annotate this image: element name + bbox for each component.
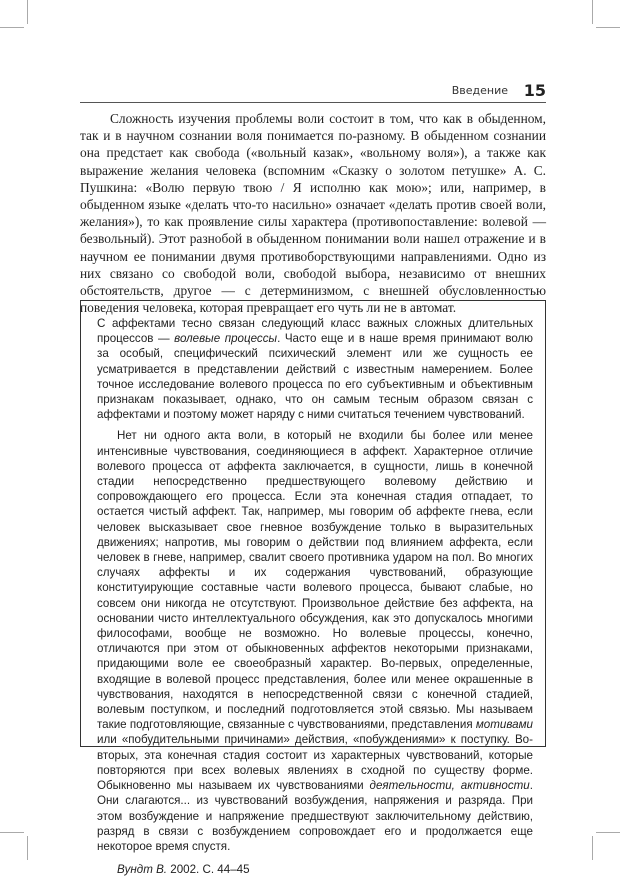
citation-reference: 2002. С. 44–45 [167,863,250,877]
emphasis-activity: деятельности, активности [369,779,530,793]
crop-mark [592,836,593,860]
quote-paragraph-1: С аффектами тесно связан следующий класс важных сложных длительных процессов — волевые процессы. Часто еще и в наше время принимают волю за особый, специфический психический элемент или же сущность ее усматривается в представлении действий с известным намерением. Более точное исследование волевого процесса по его субъективным и объективным признакам показывает, однако, что он самым тесным образом связан с аффектами и поэтому может наряду с ними считаться течением чувствований. [97,317,534,422]
crop-mark [596,27,620,28]
crop-mark [0,27,24,28]
quote-box [80,300,546,877]
crop-mark [27,0,28,24]
running-title: Введение [451,84,508,97]
citation [97,862,533,877]
quote-paragraph-2: Нет ни одного акта воли, в который не входили бы более или менее интенсивные чувствования, соединяющиеся в аффект. Характерное отличие волевого процесса от аффекта заключается, в сущности, лишь в конечной стадии непосредственно предшествующего волевому действию и сопровождающего его процесса. Если эта конечная стадия отпадает, то остается чистый аффект. Так, например, мы говорим об аффекте гнева, если человек высказывает свое гневное возбуждение только в выразительных движениях; напротив, мы говорим о действии под влиянием аффекта, если человек в гневе, например, свалит своего противника ударом на пол. Во многих случаях аффекты и их содержания чувствований, образующие конституирующие составные части волевого процесса, бывают слабые, но совсем они никогда не отсутствуют. Произвольное действие без аффекта, на основании чисто интеллектуального обсуждения, как это допускалось многими философами, вообще не возможно. Но волевые процессы, конечно, отличаются при этом от обыкновенных аффектов некоторыми признаками, придающими воле ее своеобразный характер. Во-первых, определенные, входящие в волевой процесс представления, более или менее окрашенные в чувствования, находятся в непосредственной связи с конечной стадией, волевым поступком, и последний подготовляется этой связью. Мы называем такие подготовляющие, связанные с чувствованиями, представления мотивами или «побудительными причинами» действия, «побуждениями» к поступку. Во-вторых, эта конечная стадия состоит из характерных чувствований, которые повторяются при всех волевых явлениях в сходной по существу форме. Обыкновенно мы называем их чувствованиями деятельности, активности. Они слагаются... из чувствований возбуждения, напряжения и разряда. При этом возбуждение и напряжение предшествуют заключительному действию, разряд в связи с возбуждением сопровождает его и продолжается еще некоторое время спустя. [97,429,533,853]
crop-mark [27,836,28,860]
main-paragraph: Сложность изучения проблемы воли состоит в том, что как в обыденном, так и в научном сознании воля понимается по-разному. В обыденном сознании она предстает как свобода («вольный казак», «вольному воля»), а также как выражение желания человека (вспомним «Сказку о золотом петушке» А. С. Пушкина: «Волю первую твою / Я исполню как мою»; или, например, в обыденном языке «делать что-то насильно» означает «делать против своей воли, желания»), то как проявление силы характера (противопоставление: волевой — безвольный). Этот разнобой в обыденном понимании воли нашел отражение и в научном ее понимании двумя противоборствующими направлениями. Одно из них связано со свободой воли, свободой выбора, независимо от внешних обстоятельств, другое — с детерминизмом, с внешней обусловленностью поведения человека, которая превращает его чуть ли не в автомат. [80,111,546,316]
emphasis-motives: мотивами [475,718,533,732]
crop-mark [0,832,24,833]
page-number: 15 [523,81,546,100]
emphasis-volitional-processes: волевые процессы [174,332,278,346]
crop-mark [592,0,593,24]
crop-mark [596,832,620,833]
running-header [80,76,546,103]
citation-author: Вундт В. [117,863,168,877]
